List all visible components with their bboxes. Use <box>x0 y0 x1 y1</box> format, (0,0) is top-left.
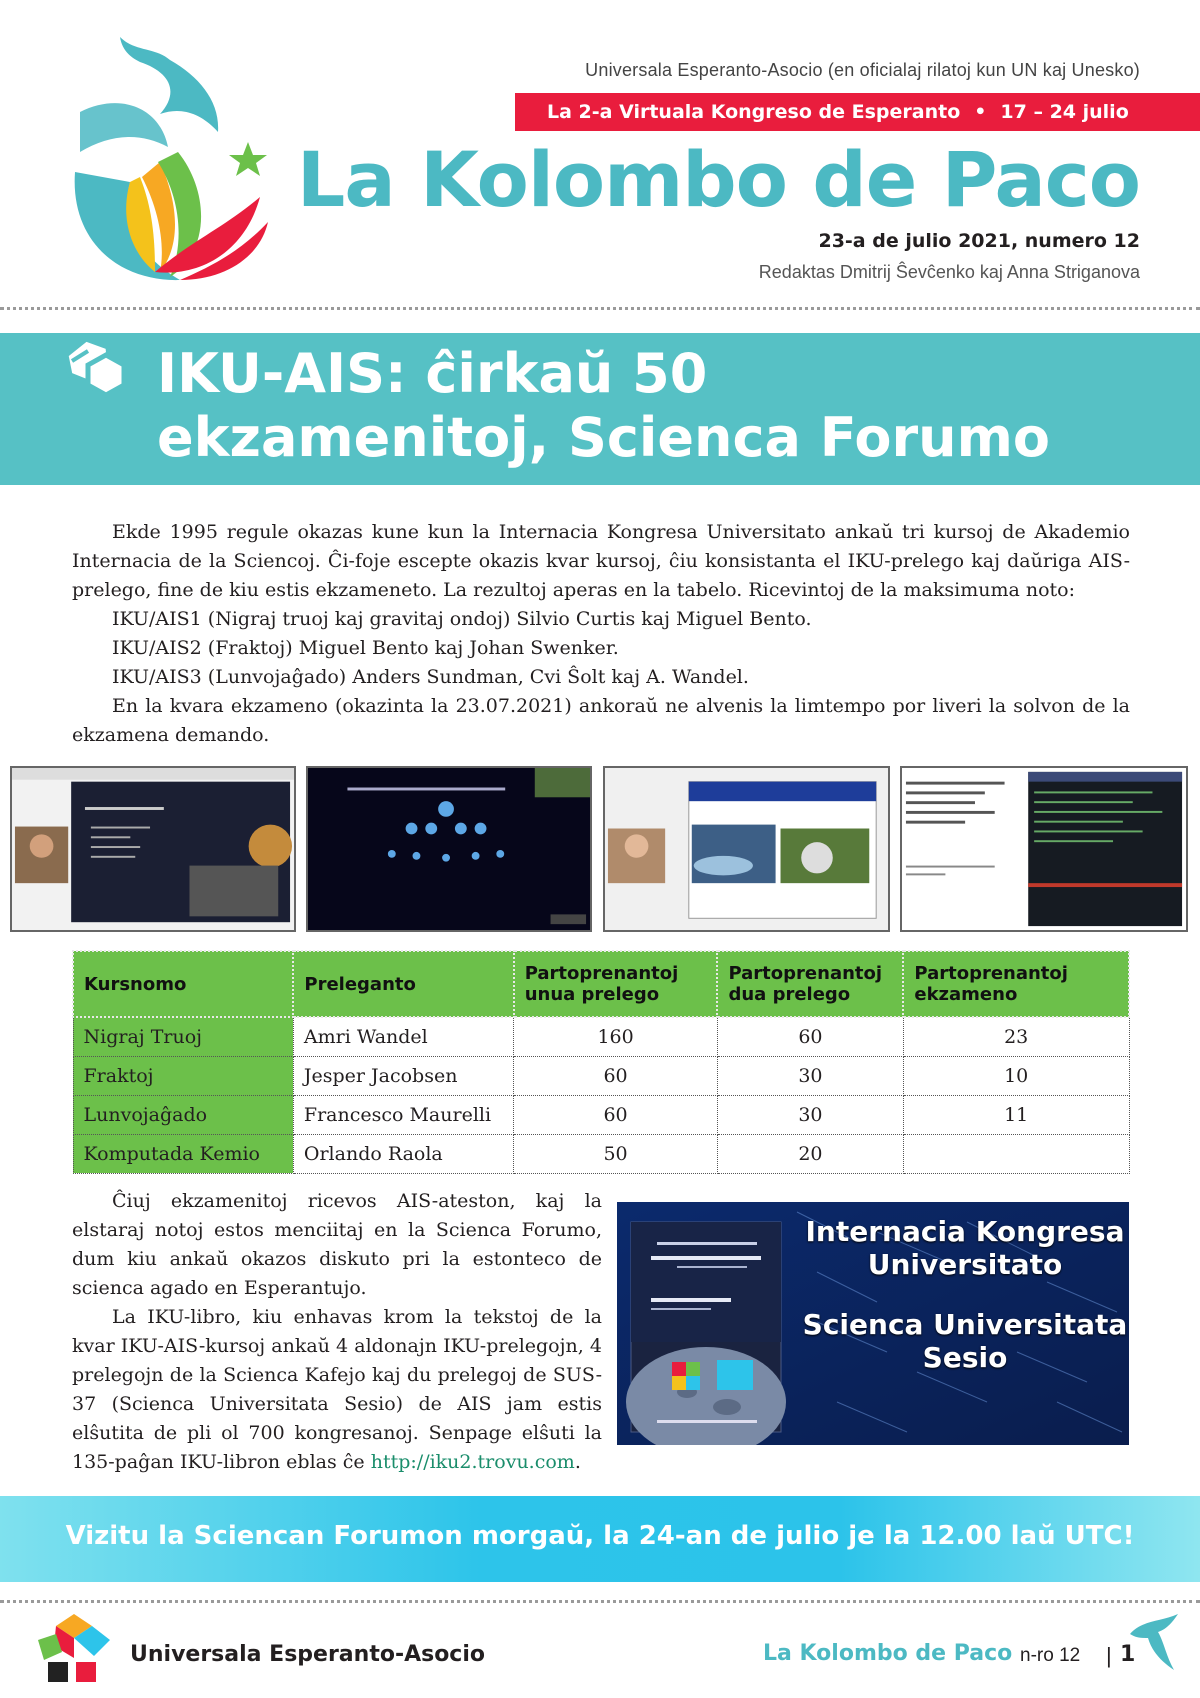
colombo-logo <box>60 22 290 292</box>
lecture-screenshot-4 <box>900 766 1188 932</box>
col-course-name: Kursnomo <box>73 951 293 1017</box>
exam-count: 11 <box>903 1095 1129 1134</box>
fourth-exam-paragraph: En la kvara ekzameno (okazinta la 23.07.2021) ankoraŭ ne alvenis la limtempo por liveri la solvon de la ekzamena demando. <box>72 695 1130 746</box>
footer-separator: | <box>1106 1643 1112 1668</box>
uea-logo-icon <box>32 1612 116 1688</box>
lecturer-name: Francesco Maurelli <box>293 1095 513 1134</box>
first-lecture-count: 60 <box>514 1056 718 1095</box>
course-name: Komputada Kemio <box>73 1134 293 1173</box>
col-second-lecture: Partoprenantoj dua prelego <box>717 951 903 1017</box>
second-lecture-count: 60 <box>717 1017 903 1056</box>
footer-divider <box>0 1600 1200 1603</box>
certificates-paragraph: Ĉiuj ekzamenitoj ricevos AIS-ateston, kaj la elstaraj notoj estos menciitaj en la Scienca Forumo, dum kiu ankaŭ okazos diskuto pri la estonteco de scienca agado en Esperantujo. <box>72 1190 602 1299</box>
table-row <box>73 1095 1129 1134</box>
table-row <box>73 1056 1129 1095</box>
exam-count: 10 <box>903 1056 1129 1095</box>
table-row <box>73 1017 1129 1056</box>
winner-1: IKU/AIS1 (Nigraj truoj kaj gravitaj ondoj) Silvio Curtis kaj Miguel Bento. <box>112 608 812 630</box>
iku-book-link[interactable]: http://iku2.trovu.com <box>370 1451 575 1473</box>
intro-paragraph: Ekde 1995 regule okazas kune kun la Internacia Kongresa Universitato ankaŭ tri kursoj de Akademio Internacia de la Sciencoj. Ĉi-foje escepte okazis kvar kursoj, ĉiu konsistanta el IKU-prelego kaj daŭriga AIS-prelego, fine de kiu estis ekzameneto. La rezultoj aperas en la tabelo. Ricevintoj de la maksimuma noto: <box>72 521 1130 601</box>
course-name: Fraktoj <box>73 1056 293 1095</box>
first-lecture-count: 60 <box>514 1095 718 1134</box>
col-lecturer: Preleganto <box>293 951 513 1017</box>
table-row <box>73 1134 1129 1173</box>
course-name: Nigraj Truoj <box>73 1017 293 1056</box>
second-lecture-count: 30 <box>717 1095 903 1134</box>
lecturer-name: Amri Wandel <box>293 1017 513 1056</box>
lecturer-name: Orlando Raola <box>293 1134 513 1173</box>
org-line: Universala Esperanto-Asocio (en oficialaj rilatoj kun UN kaj Unesko) <box>585 60 1140 80</box>
article-title <box>157 342 1050 470</box>
exam-count: 23 <box>903 1017 1129 1056</box>
winner-3: IKU/AIS3 (Lunvojaĝado) Anders Sundman, Cvi Ŝolt kaj A. Wandel. <box>112 666 749 688</box>
lower-text <box>72 1187 602 1477</box>
footer-org-name: Universala Esperanto-Asocio <box>130 1642 486 1667</box>
iku-heading: Internacia Kongresa Universitato <box>805 1215 1125 1281</box>
dove-icon <box>1128 1612 1180 1672</box>
lecture-screenshot-3 <box>603 766 890 932</box>
book-text-end: . <box>574 1451 581 1473</box>
second-lecture-count: 20 <box>717 1134 903 1173</box>
col-exam: Partoprenantoj ekzameno <box>903 951 1129 1017</box>
congress-separator: • <box>974 101 987 123</box>
congress-banner <box>515 93 1200 131</box>
table-header-row <box>73 951 1129 1017</box>
winner-2: IKU/AIS2 (Fraktoj) Miguel Bento kaj Johan Swenker. <box>112 637 619 659</box>
lecture-screenshot-2 <box>306 766 592 932</box>
course-name: Lunvojaĝado <box>73 1095 293 1134</box>
lecturer-name: Jesper Jacobsen <box>293 1056 513 1095</box>
first-lecture-count: 160 <box>514 1017 718 1056</box>
first-lecture-count: 50 <box>514 1134 718 1173</box>
issue-date: 23-a de julio 2021, numero 12 <box>818 230 1140 252</box>
congress-dates: 17 – 24 julio <box>1000 101 1129 123</box>
book-paragraph <box>72 1303 602 1477</box>
book-text: La IKU-libro, kiu enhavas krom la tekstoj de la kvar IKU-AIS-kursoj ankaŭ 4 aldonajn IKU-prelegojn, 4 prelegojn de la Scienca Kafejo kaj du prelegoj de SUS-37 (Scienca Universitata Sesio) de AIS jam estis elŝutita de pli ol 700 kongresanoj. Senpage elŝuti la 135-paĝan IKU-libron eblas ĉe <box>72 1306 602 1473</box>
masthead-title: La Kolombo de Paco <box>296 135 1140 224</box>
results-table <box>72 950 1130 1174</box>
col-first-lecture: Partoprenantoj unua prelego <box>514 951 718 1017</box>
footer-issue-number: n-ro 12 <box>1020 1645 1081 1666</box>
atom-hexagon-icon <box>58 325 138 405</box>
intro-text <box>72 518 1130 750</box>
second-lecture-count: 30 <box>717 1056 903 1095</box>
article-title-line2: ekzamenitoj, Scienca Forumo <box>157 406 1050 469</box>
page-number: 1 <box>1120 1642 1136 1667</box>
sus-heading: Scienca Universitata Sesio <box>802 1308 1128 1374</box>
exam-count <box>903 1134 1129 1173</box>
congress-name: La 2-a Virtuala Kongreso de Esperanto <box>547 101 961 123</box>
cta-text: Vizitu la Sciencan Forumon morgaŭ, la 24-an de julio je la 12.00 laŭ UTC! <box>65 1521 1135 1551</box>
lecture-screenshot-1 <box>10 766 296 932</box>
editors-line: Redaktas Dmitrij Ŝevĉenko kaj Anna Striganova <box>758 262 1140 282</box>
footer-newsletter-title: La Kolombo de Paco <box>763 1641 1013 1666</box>
article-title-line1: IKU-AIS: ĉirkaŭ 50 <box>157 342 708 405</box>
header-divider <box>0 307 1200 310</box>
